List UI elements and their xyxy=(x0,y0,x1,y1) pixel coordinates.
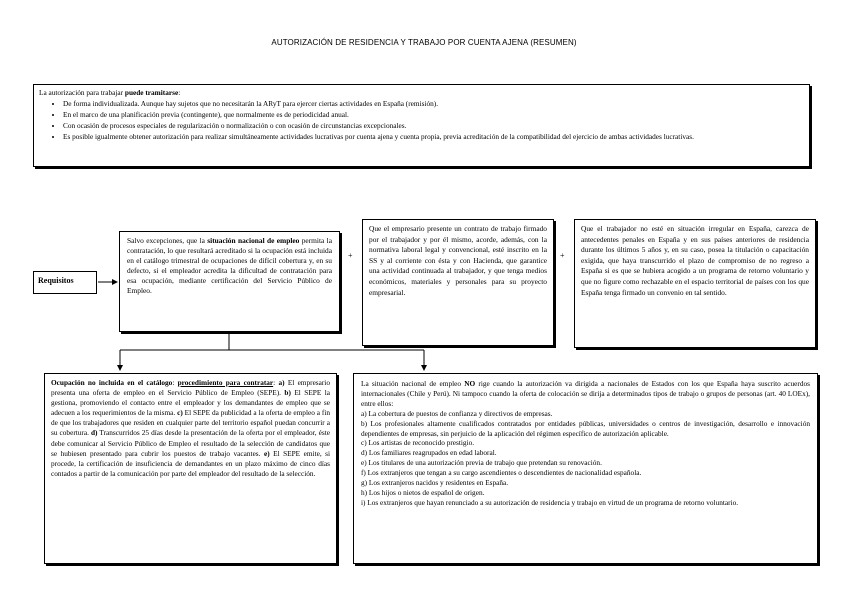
box1-text-2: permita la contratación, lo que resultará acreditado si la ocupación está incluida en el catálogo trimestral de ocupaciones de difícil cobertura y, en su defecto, si el empleador acredita la dificultad de contratación para esa ocupación, mediante certificación del Servicio Público de Empleo. xyxy=(127,236,332,296)
box5-item: f) Los extranjeros que tengan a su cargo ascendientes o descendientes de nacionalidad española. xyxy=(361,468,642,478)
page-title: AUTORIZACIÓN DE RESIDENCIA Y TRABAJO POR CUENTA AJENA (RESUMEN) xyxy=(271,38,577,47)
box5-item: e) Los titulares de una autorización previa de trabajo que pretendan su renovación. xyxy=(361,458,602,468)
box5-item: a) La cobertura de puestos de confianza y directivos de empresas. xyxy=(361,408,553,418)
intro-bullet: • De forma individualizada. Aunque hay sujetos que no necesitarán la ARyT para ejercer ciertas actividades en España (remisión). xyxy=(63,98,804,109)
box5-item: i) Los extranjeros que hayan renunciado a su autorización de residencia y trabajo en virtud de un programa de retorno voluntario. xyxy=(361,497,739,507)
box5-item: c) Los artistas de reconocido prestigio. xyxy=(361,438,475,448)
plus-sign-2: + xyxy=(560,251,565,260)
box-excepciones xyxy=(353,373,818,564)
intro-bullet: • Con ocasión de procesos especiales de regularización o normalización o con ocasión de circunstancias excepcionales. xyxy=(63,120,804,131)
box4-marker-a: a) xyxy=(278,378,285,387)
box5-intro xyxy=(361,379,810,409)
intro-lead-suffix: : xyxy=(178,88,181,97)
box-trabajador: Que el trabajador no esté en situación irregular en España, carezca de antecedentes penales en España y en sus países anteriores de residencia durante los últimos 5 años y, en su caso, posea la titulación o capacitación exigida, que haya transcurrido el plazo de compromiso de no regreso a España si es que se hubiera acogido a un programa de retorno voluntario y que no figure como rechazable en el espacio territorial de países con los que España tenga firmado un convenio en tal sentido. xyxy=(574,219,816,348)
box4-marker-d: d) xyxy=(90,428,98,438)
intro-lead-prefix: La autorización para trabajar xyxy=(39,88,125,97)
intro-bullet: • En el marco de una planificación previa (contingente), que normalmente es de periodicidad anual. xyxy=(63,109,804,120)
box5-bold: NO xyxy=(464,379,476,388)
box4-step-c: El SEPE da publicidad a la oferta de empleo a fin de que los trabajadores que residen en cualquier parte del territorio español puedan concurrir a su cobertura. xyxy=(51,408,330,438)
box1-bold: situación nacional de empleo xyxy=(207,236,300,245)
box4-marker-b: b) xyxy=(284,388,291,398)
intro-bullet: • Es posible igualmente obtener autorización para realizar simultáneamente actividades lucrativas por cuenta ajena y cuenta propia, previa acreditación de la compatibilidad del ejercicio de ambas actividades lucrativas. xyxy=(63,131,804,142)
intro-lead-bold: puede tramitarse xyxy=(124,88,179,97)
box5-item: h) Los hijos o nietos de español de origen. xyxy=(361,487,485,497)
box5-item: d) Los familiares reagrupados en edad laboral. xyxy=(361,448,497,458)
box-empresario: Que el empresario presente un contrato de trabajo firmado por el trabajador y por él mismo, acorde, además, con la normativa laboral legal y convencional, esté inscrito en la SS y al corriente con ésta y con Hacienda, que garantice una actividad continuada al trabajador, y que tenga medios económicos, materiales y personales para su proyecto empresarial. xyxy=(362,219,554,346)
box5-text-1: La situación nacional de empleo xyxy=(361,379,465,388)
box-procedimiento xyxy=(44,373,337,564)
box-situacion-nacional xyxy=(119,231,340,332)
box4-step-d: Transcurridos 25 días desde la presentación de la oferta por el empleador, éste debe comunicar al Servicio Público de Empleo el resultado de la selección de candidatos que se hubiesen presentado para cubrir los puestos de trabajo vacantes. xyxy=(51,428,330,458)
plus-sign-1: + xyxy=(348,251,353,260)
box1-text-1: Salvo excepciones, que la xyxy=(127,236,208,245)
box5-item: g) Los extranjeros nacidos y residentes en España. xyxy=(361,478,509,488)
box4-heading-colon: : xyxy=(273,378,279,387)
box4-heading-1: Ocupación no incluida en el catálogo xyxy=(51,378,173,387)
box4-step-e: El SEPE emite, si procede, la certificación de insuficiencia de demandantes en un plazo máximo de cinco días contados a partir de la comunicación por parte del empleador del resultado de la selección. xyxy=(51,448,330,478)
box4-marker-e: e) xyxy=(263,448,270,458)
box5-item: b) Los profesionales altamente cualificados contratados por entidades públicas, universidades o centros de investigación, desarrollo e innovación dependientes de empresas, sin perjuicio de la aplicación del régimen específico de autorización aplicable. xyxy=(361,418,810,438)
box4-marker-c: c) xyxy=(177,408,183,418)
requisitos-label: Requisitos xyxy=(33,271,97,294)
box4-step-b: El SEPE la gestiona, promoviendo el contacto entre el empleador y los demandantes de empleo que se adecuen a los requerimientos de la misma. xyxy=(51,388,330,418)
box4-step-a: El empresario presenta una oferta de empleo en el Servicio Público de Empleo (SEPE). xyxy=(51,378,330,398)
box4-heading-sep: : xyxy=(172,378,178,387)
box5-text-2: rige cuando la autorización va dirigida a nacionales de Estados con los que España haya suscrito acuerdos internacionales (Chile y Perú). Ni tampoco cuando la oferta de colocación se dirija a determinados tipos de trabajo o grupos de personas (art. 40 LOEx), entre ellos: xyxy=(361,379,810,408)
box4-heading-2: procedimiento para contratar xyxy=(177,378,274,387)
